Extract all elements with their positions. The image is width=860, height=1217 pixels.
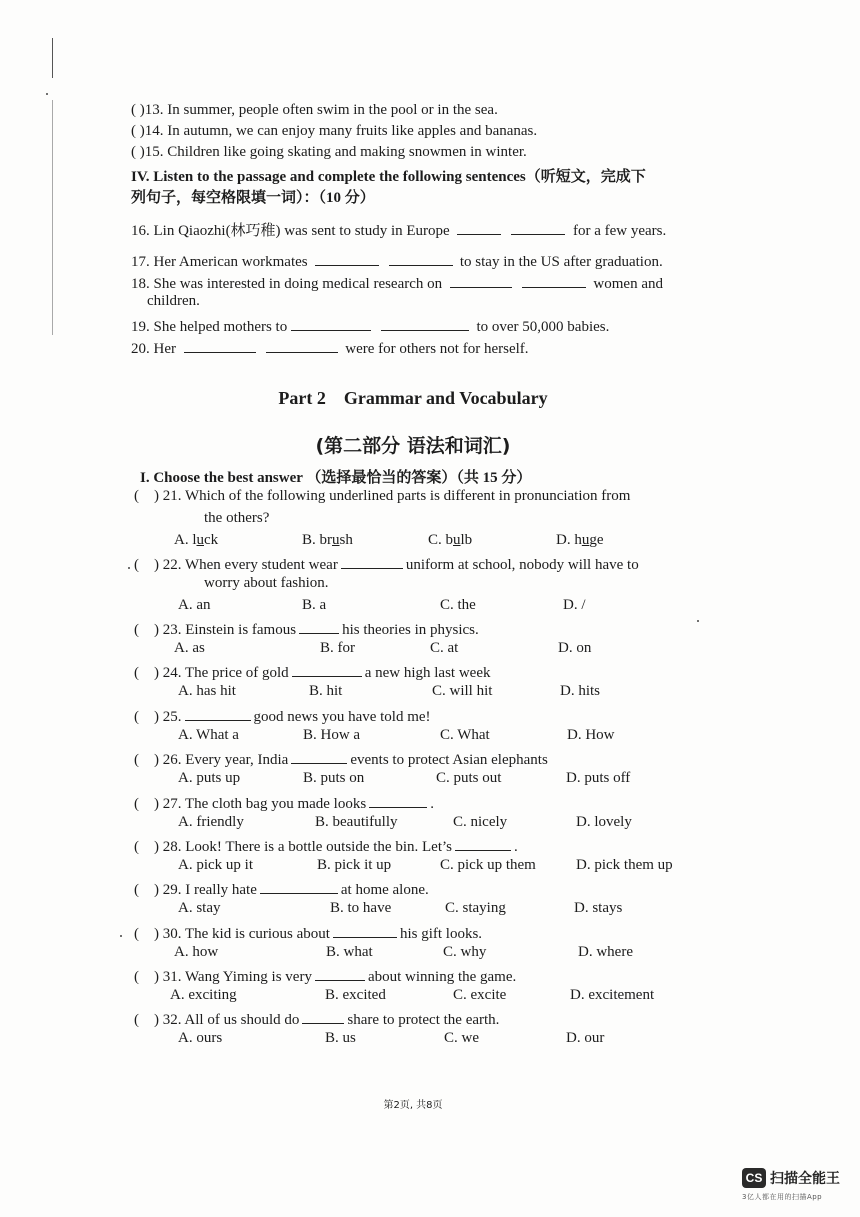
question-19: [131, 315, 609, 336]
option-a[interactable]: [178, 770, 240, 787]
question-stem: ( ) 24. The price of gold: [134, 665, 289, 681]
option-d[interactable]: [567, 727, 615, 744]
question-16-text: 16. Lin Qiaozhi(林巧稚) was sent to study in Europe: [131, 223, 450, 239]
part-title: Part 2 Grammar and Vocabulary: [278, 388, 548, 408]
option-a[interactable]: [178, 900, 221, 917]
option-d[interactable]: [566, 770, 630, 787]
option-c[interactable]: [436, 770, 501, 787]
scan-speck: [46, 93, 48, 95]
option-a[interactable]: [174, 532, 218, 549]
answer-blank[interactable]: [260, 878, 338, 894]
option-text: C. at: [430, 640, 459, 656]
question-16-tail: for a few years.: [572, 223, 667, 239]
question-stem: ( ) 31. Wang Yiming is very: [134, 969, 312, 985]
option-a[interactable]: [178, 597, 211, 614]
option-c[interactable]: [453, 987, 506, 1004]
option-text: C. will hit: [432, 683, 493, 699]
option-c[interactable]: [440, 727, 490, 744]
option-a[interactable]: [178, 814, 244, 831]
option-d[interactable]: [570, 987, 654, 1004]
option-text: D. lovely: [576, 814, 632, 830]
underlined-letter: u: [453, 532, 461, 548]
question-stem-tail: at home alone.: [340, 882, 429, 898]
option-c[interactable]: [440, 597, 476, 614]
question-15: ( )15. Children like going skating and making snowmen in winter.: [131, 144, 527, 160]
option-d[interactable]: [576, 857, 673, 874]
option-b[interactable]: [315, 814, 398, 831]
question-stem-tail: share to protect the earth.: [347, 1012, 500, 1028]
answer-blank[interactable]: [333, 922, 397, 938]
option-a[interactable]: [178, 1030, 222, 1047]
answer-blank[interactable]: [185, 705, 251, 721]
scanner-app-tagline: 3亿人都在用的扫描App: [742, 1193, 823, 1201]
question-17-tail: to stay in the US after graduation.: [459, 254, 663, 270]
question-31: [134, 965, 516, 986]
answer-blank[interactable]: [299, 618, 339, 634]
option-c[interactable]: [430, 640, 458, 657]
scan-speck: [697, 620, 699, 622]
question-23: [134, 618, 479, 639]
scan-speck: [128, 567, 130, 569]
underlined-letter: u: [332, 532, 340, 548]
page-number: 第2页, 共8页: [383, 1100, 443, 1111]
option-text: ge: [589, 532, 604, 548]
option-a[interactable]: [178, 727, 239, 744]
question-27: [134, 792, 434, 813]
answer-blank[interactable]: [341, 553, 403, 569]
option-text: D. How: [567, 727, 615, 743]
option-text: C. why: [443, 944, 487, 960]
option-text: D. /: [563, 597, 586, 613]
answer-blank[interactable]: [291, 748, 347, 764]
option-text: A. pick up it: [178, 857, 253, 873]
option-text: D. puts off: [566, 770, 631, 786]
option-text: C. staying: [445, 900, 506, 916]
question-16: [131, 219, 666, 240]
question-stem: ( ) 23. Einstein is famous: [134, 622, 297, 638]
option-text: C. pick up them: [440, 857, 536, 873]
option-text: C. What: [440, 727, 490, 743]
option-b[interactable]: [303, 770, 364, 787]
question-stem-tail: events to protect Asian elephants: [350, 752, 548, 768]
option-text: A. how: [174, 944, 219, 960]
option-text: B. us: [325, 1030, 356, 1046]
question-stem-tail: his gift looks.: [399, 926, 483, 942]
option-text: D. on: [558, 640, 592, 656]
option-text: D. where: [578, 944, 633, 960]
answer-blank[interactable]: [511, 219, 565, 235]
question-stem-tail: about winning the game.: [367, 969, 517, 985]
question-24: [134, 661, 490, 682]
option-text: A. stay: [178, 900, 221, 916]
answer-blank[interactable]: [381, 315, 469, 331]
answer-blank[interactable]: [292, 661, 362, 677]
option-text: C. excite: [453, 987, 507, 1003]
binding-line: [52, 38, 53, 78]
question-18-text: 18. She was interested in doing medical research on: [131, 276, 443, 292]
answer-blank[interactable]: [184, 337, 256, 353]
question-18-cont: children.: [147, 293, 200, 309]
question-stem: ( ) 28. Look! There is a bottle outside the bin. Let’s: [134, 839, 452, 855]
option-c[interactable]: [432, 683, 492, 700]
option-b[interactable]: [302, 597, 326, 614]
answer-blank[interactable]: [291, 315, 371, 331]
answer-blank[interactable]: [457, 219, 501, 235]
question-stem: ( ) 32. All of us should do: [134, 1012, 300, 1028]
option-text: B. pick it up: [317, 857, 392, 873]
option-text: B. for: [320, 640, 355, 656]
camscanner-logo-icon: CS: [742, 1168, 766, 1188]
question-21: [134, 488, 630, 505]
option-text: B. How a: [303, 727, 361, 743]
question-stem-cont: the others?: [204, 510, 270, 526]
question-stem-tail: .: [514, 839, 518, 855]
question-stem: ( ) 30. The kid is curious about: [134, 926, 330, 942]
option-text: B. puts on: [303, 770, 365, 786]
question-stem-tail: good news you have told me!: [253, 709, 431, 725]
option-text: B. hit: [309, 683, 343, 699]
question-32: [134, 1008, 499, 1029]
option-text: A. has hit: [178, 683, 236, 699]
option-text: D. h: [556, 532, 582, 548]
option-d[interactable]: [560, 683, 600, 700]
part-subtitle: (第二部分 语法和词汇): [315, 435, 511, 457]
answer-blank[interactable]: [522, 272, 586, 288]
question-28: [134, 835, 518, 856]
answer-blank[interactable]: [389, 250, 453, 266]
question-20: [131, 337, 529, 358]
option-text: B. to have: [330, 900, 392, 916]
option-text: C. nicely: [453, 814, 508, 830]
question-14: ( )14. In autumn, we can enjoy many fruits like apples and bananas.: [131, 123, 538, 139]
option-d[interactable]: [558, 640, 591, 657]
underlined-letter: u: [196, 532, 204, 548]
option-a[interactable]: [178, 683, 236, 700]
option-text: C. the: [440, 597, 476, 613]
question-20-tail: were for others not for herself.: [345, 341, 529, 357]
question-stem: ( ) 27. The cloth bag you made looks: [134, 796, 367, 812]
option-c[interactable]: [444, 1030, 479, 1047]
answer-blank[interactable]: [266, 337, 338, 353]
question-stem: ( ) 22. When every student wear: [134, 557, 338, 573]
option-a[interactable]: [178, 857, 253, 874]
option-b[interactable]: [325, 987, 386, 1004]
option-d[interactable]: [556, 532, 604, 549]
option-b[interactable]: [330, 900, 391, 917]
option-text: B. beautifully: [315, 814, 398, 830]
option-c[interactable]: [453, 814, 507, 831]
option-c[interactable]: [445, 900, 506, 917]
question-18: [131, 272, 663, 293]
option-b[interactable]: [309, 683, 342, 700]
scanner-app-name: 扫描全能王: [770, 1171, 840, 1187]
option-b[interactable]: [320, 640, 355, 657]
question-22: [134, 553, 639, 574]
option-text: B. what: [326, 944, 373, 960]
option-text: A. exciting: [170, 987, 237, 1003]
option-text: D. excitement: [570, 987, 655, 1003]
question-29: [134, 878, 429, 899]
option-text: A. as: [174, 640, 205, 656]
question-stem: ( ) 29. I really hate: [134, 882, 257, 898]
option-b[interactable]: [325, 1030, 356, 1047]
question-13: ( )13. In summer, people often swim in the pool or in the sea.: [131, 102, 498, 118]
option-text: D. stays: [574, 900, 623, 916]
option-text: A. friendly: [178, 814, 244, 830]
question-stem: ( ) 26. Every year, India: [134, 752, 289, 768]
option-d[interactable]: [574, 900, 622, 917]
option-d[interactable]: [563, 597, 586, 614]
option-d[interactable]: [578, 944, 633, 961]
question-20-text: 20. Her: [131, 341, 176, 357]
question-19-text: 19. She helped mothers to: [131, 319, 288, 335]
option-text: A. What a: [178, 727, 239, 743]
option-text: D. our: [566, 1030, 605, 1046]
answer-blank[interactable]: [315, 965, 365, 981]
question-19-tail: to over 50,000 babies.: [476, 319, 610, 335]
question-stem: ( ) 21. Which of the following underlined parts is different in pronunciation from: [134, 488, 631, 504]
question-stem-tail: uniform at school, nobody will have to: [405, 557, 639, 573]
question-stem-tail: his theories in physics.: [342, 622, 479, 638]
answer-blank[interactable]: [302, 1008, 344, 1024]
option-text: D. pick them up: [576, 857, 673, 873]
option-d[interactable]: [566, 1030, 604, 1047]
option-a[interactable]: [174, 944, 218, 961]
option-b[interactable]: [326, 944, 373, 961]
option-text: A. puts up: [178, 770, 241, 786]
option-text: C. b: [428, 532, 454, 548]
question-stem: ( ) 25.: [134, 709, 182, 725]
option-text: sh: [339, 532, 353, 548]
binding-line: [52, 100, 53, 335]
option-a[interactable]: [170, 987, 237, 1004]
option-text: B. excited: [325, 987, 386, 1003]
section-heading-iv-cont: 列句子，每空格限填一词）：（10 分）: [131, 190, 375, 206]
option-c[interactable]: [440, 857, 536, 874]
question-17-text: 17. Her American workmates: [131, 254, 308, 270]
option-text: lb: [460, 532, 473, 548]
option-text: C. we: [444, 1030, 479, 1046]
option-b[interactable]: [317, 857, 391, 874]
option-b[interactable]: [302, 532, 353, 549]
option-text: A. l: [174, 532, 197, 548]
question-30: [134, 922, 482, 943]
answer-blank[interactable]: [369, 792, 427, 808]
option-text: B. a: [302, 597, 327, 613]
option-a[interactable]: [174, 640, 205, 657]
option-c[interactable]: [443, 944, 486, 961]
option-text: D. hits: [560, 683, 601, 699]
section-heading-choose: I. Choose the best answer （选择最恰当的答案）（共 15 分）: [140, 470, 532, 486]
question-17: [131, 250, 663, 271]
question-18-tail: women and: [593, 276, 663, 292]
section-heading-iv: IV. Listen to the passage and complete the following sentences（听短文，完成下: [131, 169, 646, 185]
answer-blank[interactable]: [315, 250, 379, 266]
question-25: [134, 705, 431, 726]
option-text: B. br: [302, 532, 332, 548]
question-stem-tail: .: [430, 796, 434, 812]
option-text: ck: [204, 532, 219, 548]
option-text: A. an: [178, 597, 211, 613]
option-c[interactable]: [428, 532, 472, 549]
scan-speck: [120, 935, 122, 937]
answer-blank[interactable]: [455, 835, 511, 851]
underlined-letter: u: [581, 532, 590, 548]
option-text: A. ours: [178, 1030, 223, 1046]
option-d[interactable]: [576, 814, 632, 831]
question-26: [134, 748, 548, 769]
question-stem-tail: a new high last week: [364, 665, 491, 681]
answer-blank[interactable]: [450, 272, 512, 288]
option-b[interactable]: [303, 727, 360, 744]
option-text: C. puts out: [436, 770, 502, 786]
question-stem-cont: worry about fashion.: [204, 575, 329, 591]
